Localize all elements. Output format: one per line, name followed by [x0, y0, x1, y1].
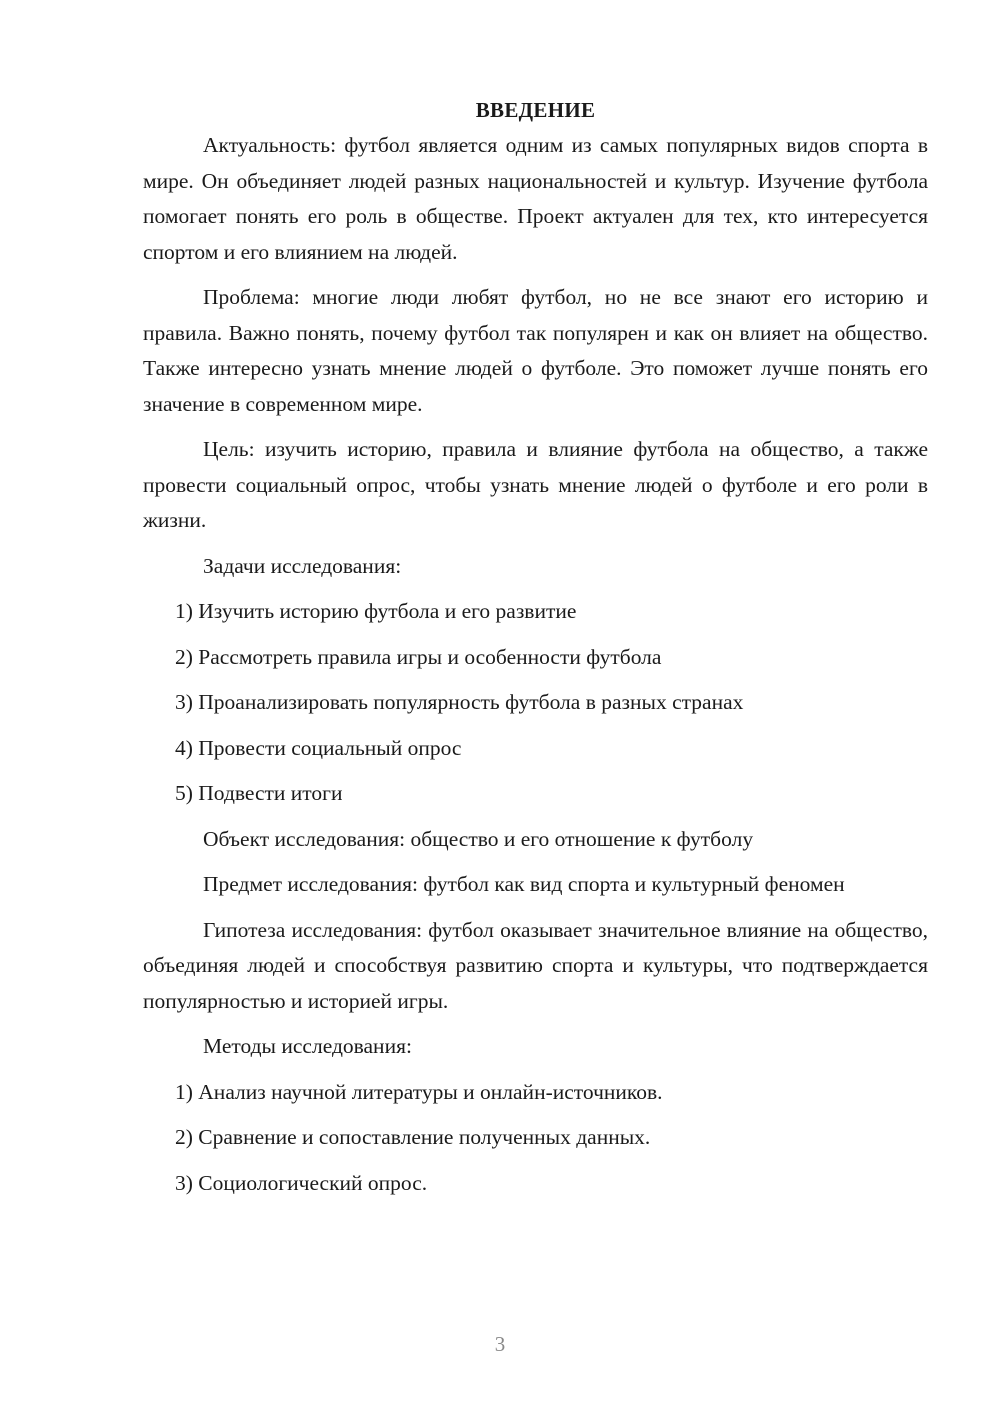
object-paragraph: Объект исследования: общество и его отношение к футболу: [203, 826, 754, 851]
section-title: ВВЕДЕНИЕ: [475, 98, 596, 122]
task-item: 5) Подвести итоги: [175, 781, 343, 805]
method-item: 3) Социологический опрос.: [175, 1170, 428, 1195]
problem-paragraph: Проблема: многие люди любят футбол, но не все знают его историю и правила. Важно понять, почему футбол так популярен и как он влияет на общество. Также интересно узнать мнение людей о футболе. Это поможет лучше понять его значение в современном мире.: [143, 285, 928, 416]
task-item: 3) Проанализировать популярность футбола в разных странах: [175, 690, 744, 714]
hypothesis-paragraph: Гипотеза исследования: футбол оказывает значительное влияние на общество, объединяя людей и способствуя развитию спорта и культуры, что подтверждается популярностью и историей игры.: [143, 917, 928, 1013]
task-item: 4) Провести социальный опрос: [175, 735, 462, 760]
method-item: 2) Сравнение и сопоставление полученных данных.: [175, 1125, 651, 1149]
goal-paragraph: Цель: изучить историю, правила и влияние футбола на общество, а также провести социальный опрос, чтобы узнать мнение людей о футболе и его роли в жизни.: [143, 437, 928, 532]
relevance-paragraph: Актуальность: футбол является одним из самых популярных видов спорта в мире. Он объединяет людей разных национальностей и культур. Изучение футбола помогает понять его роль в обществе. Проект актуален для тех, кто интересуется спортом и его влиянием на людей.: [143, 133, 928, 264]
document-page: [143, 92, 928, 1211]
subject-paragraph: Предмет исследования: футбол как вид спорта и культурный феномен: [203, 872, 845, 896]
task-item: 1) Изучить историю футбола и его развитие: [175, 599, 577, 623]
methods-heading: Методы исследования:: [203, 1034, 412, 1058]
page-number: 3: [494, 1332, 506, 1356]
tasks-heading: Задачи исследования:: [203, 553, 402, 578]
task-item: 2) Рассмотреть правила игры и особенности футбола: [175, 644, 662, 669]
method-item: 1) Анализ научной литературы и онлайн-источников.: [175, 1079, 663, 1104]
